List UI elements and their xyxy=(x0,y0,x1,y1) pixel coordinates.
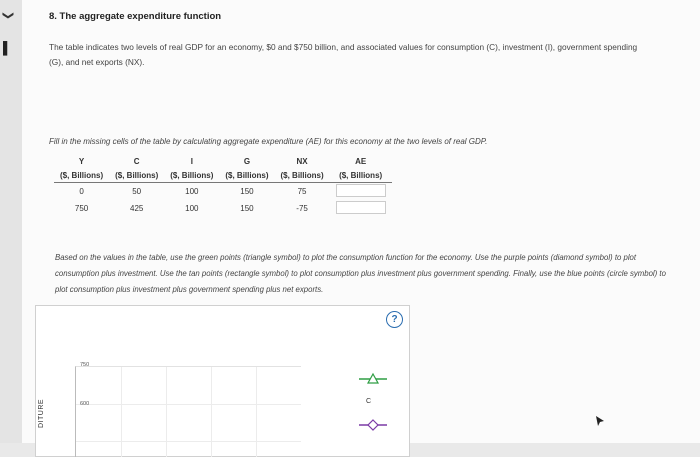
gridline xyxy=(166,367,167,457)
cell-g: 150 xyxy=(240,187,254,196)
header-i: I xyxy=(190,157,193,166)
y-tick-label: 750 xyxy=(80,362,90,368)
chevron-icon[interactable]: ❯ xyxy=(2,10,15,21)
cell-y: 0 xyxy=(79,187,84,196)
header-ae: AE xyxy=(355,157,367,166)
unit-g: ($, Billions) xyxy=(219,168,274,183)
header-nx: NX xyxy=(296,157,308,166)
gridline xyxy=(76,441,301,442)
graph-instructions: Based on the values in the table, use the green points (triangle symbol) to plot the consumption function for the economy. Use the purple points (diamond symbol) to plot consumption plus investment. Use the tan points (rectangle symbol) to plot consumption plus investment plus government spending. Finally, use the blue points (circle symbol) to plot consumption plus investment plus government spending plus net exports. xyxy=(55,253,666,294)
gridline xyxy=(211,367,212,457)
cell-c: 50 xyxy=(132,187,142,196)
gridline xyxy=(76,404,301,405)
unit-y: ($, Billions) xyxy=(54,168,109,183)
gridline xyxy=(256,367,257,457)
unit-ae: ($, Billions) xyxy=(330,168,392,183)
table-row xyxy=(54,200,392,217)
question-title: 8. The aggregate expenditure function xyxy=(49,11,222,22)
question-intro: The table indicates two levels of real GDP for an economy, $0 and $750 billion, and associated values for consumption (C), investment (I), government spending (G), and net exports (NX). xyxy=(49,42,638,67)
table-units-row xyxy=(54,168,392,183)
triangle-legend-icon[interactable] xyxy=(357,372,389,386)
plot-area[interactable] xyxy=(75,366,301,457)
cell-y: 750 xyxy=(74,204,89,213)
help-icon[interactable]: ? xyxy=(386,311,403,328)
cursor-icon xyxy=(595,415,605,427)
progress-marker-icon: ▌ xyxy=(3,41,12,55)
ae-table xyxy=(54,155,392,217)
legend-label: C xyxy=(366,398,372,405)
cell-nx: -75 xyxy=(296,204,308,213)
gridline xyxy=(121,367,122,457)
cell-c: 425 xyxy=(130,204,144,213)
header-c: C xyxy=(133,157,140,166)
ae-input-field[interactable] xyxy=(336,184,386,197)
unit-nx: ($, Billions) xyxy=(275,168,330,183)
unit-i: ($, Billions) xyxy=(164,168,219,183)
diamond-legend-icon[interactable] xyxy=(357,418,389,432)
header-y: Y xyxy=(78,157,85,166)
header-g: G xyxy=(243,157,251,166)
cell-i: 100 xyxy=(185,187,199,196)
left-sidebar xyxy=(0,0,22,443)
table-row xyxy=(54,183,392,201)
table-header-row xyxy=(54,155,392,168)
y-tick-label: 600 xyxy=(80,401,90,407)
cell-g: 150 xyxy=(240,204,254,213)
y-axis-title: DITURE xyxy=(38,398,45,428)
unit-c: ($, Billions) xyxy=(109,168,164,183)
cell-ae xyxy=(330,183,392,201)
cell-i: 100 xyxy=(185,204,199,213)
cell-ae xyxy=(330,200,392,217)
ae-input-field[interactable] xyxy=(336,201,386,214)
table-instruction: Fill in the missing cells of the table by calculating aggregate expenditure (AE) for this economy at the two levels of real GDP. xyxy=(49,137,488,146)
cell-nx: 75 xyxy=(297,187,307,196)
